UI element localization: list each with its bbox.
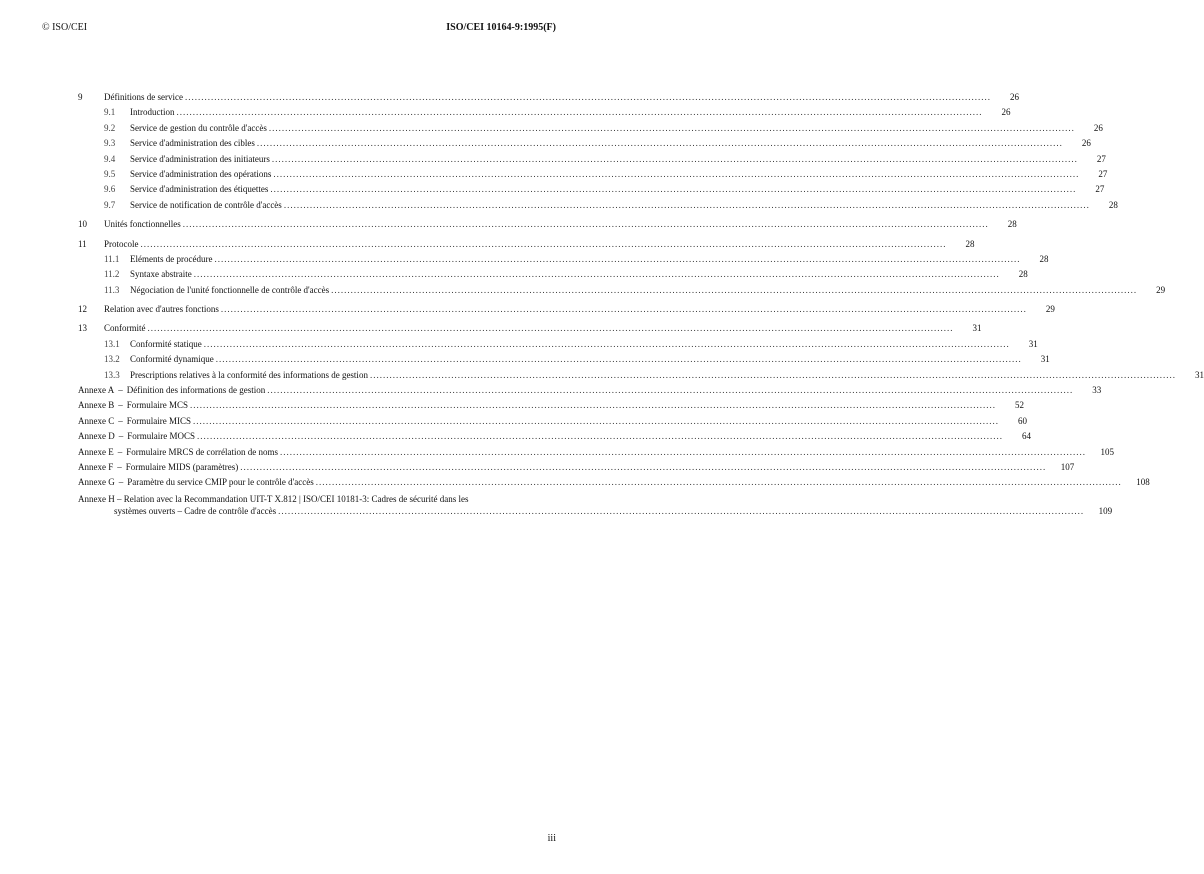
entry-page: 28 (1039, 253, 1049, 264)
toc-entry (78, 121, 1103, 136)
leader-dots (272, 152, 1078, 167)
toc-annexes (78, 383, 1150, 491)
entry-title: Relation avec d'autres fonctions (104, 304, 219, 315)
entry-number: 9.1 (104, 107, 116, 118)
annex-page: 60 (1018, 415, 1027, 426)
toc-annex: Annexe E – Formulaire MRCS de corrélation de noms ..... 105 (78, 445, 582, 460)
entry-page: 26 (1093, 122, 1103, 133)
entry-number: 9.2 (104, 122, 116, 133)
leader-dots (183, 217, 989, 232)
entry-page: 29 (1156, 284, 1166, 295)
entry-number: 11.3 (104, 284, 120, 295)
leader-dots (194, 267, 1000, 282)
annex-page: 52 (1015, 400, 1025, 411)
entry-page: 28 (1007, 219, 1017, 230)
entry-page: 27 (1098, 168, 1108, 179)
entry-number: 9.3 (104, 138, 116, 149)
annex-label: Annexe C (78, 415, 115, 426)
entry-number: 13.2 (104, 354, 120, 365)
toc-annex: Annexe A – Définition des informations de gestion ..... 33 (78, 383, 582, 398)
leader-dots (185, 90, 991, 105)
toc-entry (78, 182, 1105, 197)
entry-page: 28 (965, 238, 975, 249)
entry-page: 28 (1108, 199, 1118, 210)
toc-entry (78, 267, 1028, 282)
leader-dots (177, 105, 983, 120)
annex-label: Annexe F (78, 461, 114, 472)
annex-label: Annexe G (78, 477, 115, 488)
entry-page: 31 (972, 323, 982, 334)
toc-entry (78, 152, 1106, 167)
entry-number: 9.4 (104, 153, 116, 164)
toc-entry (78, 90, 1019, 105)
toc-entry (78, 352, 1050, 367)
entry-page: 26 (1081, 138, 1091, 149)
entry-page: 27 (1095, 184, 1105, 195)
entry-page: 29 (1045, 304, 1055, 315)
toc-annex: Annexe G – Paramètre du service CMIP pour le contrôle d'accès ..... 108 (78, 475, 582, 490)
leader-dots (284, 198, 1090, 213)
toc-entries (78, 90, 1204, 383)
annex-page: 108 (1136, 477, 1150, 488)
entry-number: 11.1 (104, 253, 120, 264)
annex-label: Annexe A (78, 385, 115, 396)
entry-title: Conformité dynamique (130, 354, 214, 365)
toc-entry (78, 368, 1204, 383)
entry-page: 28 (1018, 269, 1028, 280)
toc-entry (78, 337, 1038, 352)
leader-dots (316, 475, 1122, 490)
entry-title: Négociation de l'unité fonctionnelle de contrôle d'accès (130, 284, 330, 295)
entry-number: 9 (78, 92, 83, 102)
annex-title: Formulaire MOCS (127, 431, 196, 442)
entry-number: 11.2 (104, 269, 120, 280)
annex-title: Formulaire MCS (126, 400, 189, 411)
leader-dots (214, 252, 1020, 267)
entry-number: 10 (78, 219, 87, 230)
annex-title: Formulaire MICS (126, 415, 191, 426)
leader-dots (331, 283, 1137, 298)
toc-annex: Annexe C – Formulaire MICS ..... 60 (78, 414, 582, 429)
entry-page: 31 (1194, 369, 1204, 380)
entry-title: Service d'administration des cibles (130, 138, 255, 149)
entry-page: 31 (1028, 338, 1038, 349)
entry-title: Service d'administration des opérations (130, 168, 272, 179)
entry-title: Service d'administration des initiateurs (130, 153, 270, 164)
entry-title: Unités fonctionnelles (104, 219, 181, 230)
leader-dots (269, 121, 1075, 136)
entry-number: 13.1 (104, 338, 120, 349)
toc-entry (78, 321, 982, 336)
leader-dots (148, 321, 954, 336)
entry-page: 31 (1040, 354, 1050, 365)
leader-dots (197, 429, 1003, 444)
page-header (42, 22, 556, 36)
leader-dots (270, 182, 1076, 197)
entry-title: Définitions de service (104, 92, 183, 102)
annex-page: 105 (1100, 446, 1114, 457)
entry-number: 12 (78, 304, 87, 315)
toc-entry (78, 302, 1055, 317)
entry-number: 13 (78, 323, 87, 334)
entry-title: Protocole (104, 238, 139, 249)
leader-dots (141, 237, 947, 252)
entry-title: Syntaxe abstraite (130, 269, 192, 280)
leader-dots (370, 368, 1176, 383)
annex-label: Annexe D (78, 431, 115, 442)
document-reference: ISO/CEI 10164-9:1995(F) (446, 22, 556, 33)
entry-page: 26 (1009, 92, 1019, 102)
annex-page: 109 (1098, 505, 1113, 516)
entry-number: 9.7 (104, 199, 116, 210)
toc-entry (78, 198, 1118, 213)
page-number: iii (547, 833, 556, 844)
table-of-contents (78, 90, 1204, 517)
toc-annex: Annexe F – Formulaire MIDS (paramètres) ..... 107 (78, 460, 582, 475)
leader-dots (193, 414, 999, 429)
annex-title-line2: systèmes ouverts – Cadre de contrôle d'accès (114, 505, 277, 516)
annex-page: 64 (1022, 431, 1032, 442)
toc-entry (78, 237, 975, 252)
annex-page: 107 (1060, 461, 1075, 472)
toc-entry (78, 136, 1091, 151)
entry-number: 11 (78, 238, 87, 249)
copyright-label: © ISO/CEI (42, 22, 88, 33)
entry-page: 26 (1001, 107, 1011, 118)
leader-dots (204, 337, 1010, 352)
toc-annex-h: Annexe H – Relation avec la Recommandation UIT-T X.812 | ISO/CEI 10181-3: Cadres de sécurité dans les systèmes ouverts – Cadre de contrôle d'accès ..... 109 (78, 493, 582, 517)
leader-dots (278, 505, 1084, 517)
leader-dots (216, 352, 1022, 367)
leader-dots (273, 167, 1079, 182)
leader-dots (257, 136, 1063, 151)
entry-title: Prescriptions relatives à la conformité des informations de gestion (130, 369, 368, 380)
leader-dots (267, 383, 1073, 398)
toc-annex: Annexe B – Formulaire MCS ..... 52 (78, 398, 582, 413)
leader-dots (240, 460, 1046, 475)
entry-title: Service de gestion du contrôle d'accès (130, 122, 267, 133)
toc-entry (78, 283, 1166, 298)
toc-entry (78, 167, 1108, 182)
entry-number: 13.3 (104, 369, 120, 380)
annex-title: Formulaire MIDS (paramètres) (125, 461, 239, 472)
annex-title: Définition des informations de gestion (126, 385, 266, 396)
toc-entry (78, 217, 1017, 232)
annex-label: Annexe E (78, 446, 114, 457)
leader-dots (190, 398, 996, 413)
leader-dots (221, 302, 1027, 317)
annex-title: Paramètre du service CMIP pour le contrôle d'accès (127, 477, 314, 488)
entry-number: 9.5 (104, 168, 116, 179)
entry-title: Introduction (130, 107, 175, 118)
entry-title: Eléments de procédure (130, 253, 213, 264)
annex-title: Formulaire MRCS de corrélation de noms (126, 446, 278, 457)
annex-label: Annexe B (78, 400, 115, 411)
entry-number: 9.6 (104, 184, 116, 195)
toc-entry (78, 105, 1011, 120)
entry-title: Conformité (104, 323, 146, 334)
toc-entry (78, 252, 1049, 267)
leader-dots (280, 445, 1086, 460)
toc-annex: Annexe D – Formulaire MOCS ..... 64 (78, 429, 582, 444)
entry-page: 27 (1096, 153, 1106, 164)
entry-title: Conformité statique (130, 338, 202, 349)
annex-label: Annexe H (78, 493, 115, 504)
annex-page: 33 (1092, 385, 1102, 396)
entry-title: Service de notification de contrôle d'accès (130, 199, 282, 210)
annex-title-line1: Relation avec la Recommandation UIT-T X.812 | ISO/CEI 10181-3: Cadres de sécurité dans les (123, 493, 469, 504)
entry-title: Service d'administration des étiquettes (130, 184, 269, 195)
